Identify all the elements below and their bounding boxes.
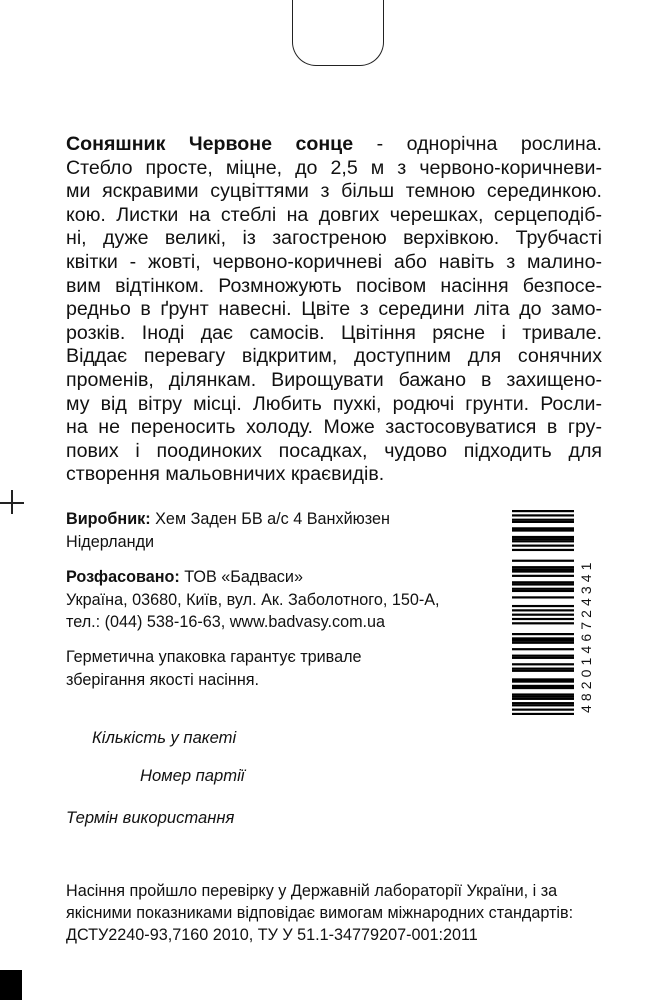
barcode-bar xyxy=(512,618,574,620)
description-line: створення мальовничих краєвидів. xyxy=(66,463,385,486)
packer-info xyxy=(66,566,440,634)
barcode-bar xyxy=(512,657,574,659)
barcode-bar xyxy=(512,560,574,562)
barcode-bar xyxy=(512,670,574,672)
description-line: розків. Іноді дає самосів. Цвітіння рясне і тривале. xyxy=(66,321,602,344)
hang-tab-cutout xyxy=(292,0,384,66)
manufacturer-label: Виробник: xyxy=(66,510,151,528)
barcode-bar xyxy=(512,696,574,698)
barcode-bar xyxy=(512,570,574,572)
description-line: ми яскравими суцвіттями з більш темною серединкою. xyxy=(66,180,602,203)
barcode-bar xyxy=(512,514,574,516)
manufacturer-info xyxy=(66,508,390,553)
barcode-bar xyxy=(512,527,574,529)
expiry-label: Термін використання xyxy=(66,808,235,827)
barcode-bar xyxy=(512,685,574,687)
barcode-bar xyxy=(512,655,574,657)
barcode-bar xyxy=(512,605,574,607)
barcode-bar xyxy=(512,575,574,577)
product-description xyxy=(66,133,602,487)
barcode-bar xyxy=(512,581,574,583)
barcode-bar xyxy=(512,648,574,650)
barcode-bar xyxy=(512,545,574,547)
packer-contact: тел.: (044) 538-16-63, www.badvasy.com.ua xyxy=(66,613,386,632)
barcode-bar xyxy=(512,709,574,711)
barcode-bar xyxy=(512,596,574,598)
description-line: редньо в ґрунт навесні. Цвіте з середини літа до замо- xyxy=(66,298,602,321)
certification-note xyxy=(66,880,591,946)
barcode-bar xyxy=(512,519,574,521)
certification-standards: ДСТУ2240-93,7160 2010, ТУ У 51.1-34779207-001:2011 xyxy=(66,926,478,944)
manufacturer-country: Нідерланди xyxy=(66,532,155,551)
manufacturer-name: Хем Заден БВ а/с 4 Ванхйюзен xyxy=(150,510,390,528)
batch-label: Номер партії xyxy=(140,766,245,785)
seal-note-line: зберігання якості насіння. xyxy=(66,670,260,689)
barcode-bar xyxy=(512,566,574,568)
crop-mark-vertical xyxy=(11,490,13,514)
barcode-bar xyxy=(512,568,574,570)
certification-line: Насіння пройшло перевірку у Державній лабораторії України, і за xyxy=(66,882,558,900)
description-line: квітки - жовті, червоно-коричневі або навіть з малино- xyxy=(66,250,602,273)
seal-note xyxy=(66,646,362,691)
barcode-bar xyxy=(512,678,574,680)
barcode-bar xyxy=(512,529,574,531)
barcode-bar xyxy=(512,668,574,670)
barcode-bar xyxy=(512,704,574,706)
certification-line: якісними показниками відповідає вимогам міжнародних стандартів: xyxy=(66,904,574,922)
description-line: кою. Листки на стеблі на довгих черешках, серцеподіб- xyxy=(66,203,602,226)
quantity-label: Кількість у пакеті xyxy=(92,728,237,747)
barcode-bar xyxy=(512,639,574,641)
description-line: на не переносить холоду. Може застосовуватися в гру- xyxy=(66,416,602,439)
barcode-digits: 4820146724341 xyxy=(578,558,594,713)
product-name: Соняшник Червоне сонце xyxy=(66,133,354,155)
packer-label: Розфасовано: xyxy=(66,568,180,586)
barcode-bar xyxy=(512,622,574,624)
barcode-bar xyxy=(512,698,574,700)
description-line: му від вітру місці. Любить пухкі, родючі грунти. Росли- xyxy=(66,392,602,415)
barcode-bar xyxy=(512,583,574,585)
barcode xyxy=(512,510,574,715)
barcode-bar xyxy=(512,538,574,540)
barcode-bar xyxy=(512,609,574,611)
barcode-bar xyxy=(512,549,574,551)
corner-block xyxy=(0,970,22,1000)
packer-address: Україна, 03680, Київ, вул. Ак. Заболотного, 150-А, xyxy=(66,590,440,609)
barcode-bar xyxy=(512,510,574,512)
seal-note-line: Герметична упаковка гарантує тривале xyxy=(66,648,362,666)
barcode-bar xyxy=(512,642,574,644)
description-line: Стебло просте, міцне, до 2,5 м з червоно-коричневи- xyxy=(66,156,602,179)
description-line: Соняшник Червоне сонце - однорічна рослина. xyxy=(66,133,602,155)
barcode-bar xyxy=(512,614,574,616)
barcode-bar xyxy=(512,663,574,665)
barcode-bar xyxy=(512,702,574,704)
description-line: вим відтінком. Розмножують посівом насіння безпосе- xyxy=(66,274,602,297)
barcode-bar xyxy=(512,713,574,715)
description-line: пових і поодиноких посадках, чудово підходить для xyxy=(66,439,602,462)
description-line: променів, ділянкам. Вирощувати бажано в захищено- xyxy=(66,368,602,391)
barcode-bar xyxy=(512,687,574,689)
barcode-bar xyxy=(512,536,574,538)
barcode-bar xyxy=(512,521,574,523)
description-line: ні, дуже великі, із загостреною верхівкою. Трубчасті xyxy=(66,227,602,250)
barcode-bar xyxy=(512,540,574,542)
barcode-bar xyxy=(512,680,574,682)
barcode-bar xyxy=(512,633,574,635)
barcode-bar xyxy=(512,590,574,592)
packer-name: ТОВ «Бадваси» xyxy=(179,568,303,586)
description-line: Віддає перевагу відкритим, доступним для сонячних xyxy=(66,345,602,368)
barcode-bar xyxy=(512,588,574,590)
barcode-bar xyxy=(512,693,574,695)
barcode-bar xyxy=(512,637,574,639)
